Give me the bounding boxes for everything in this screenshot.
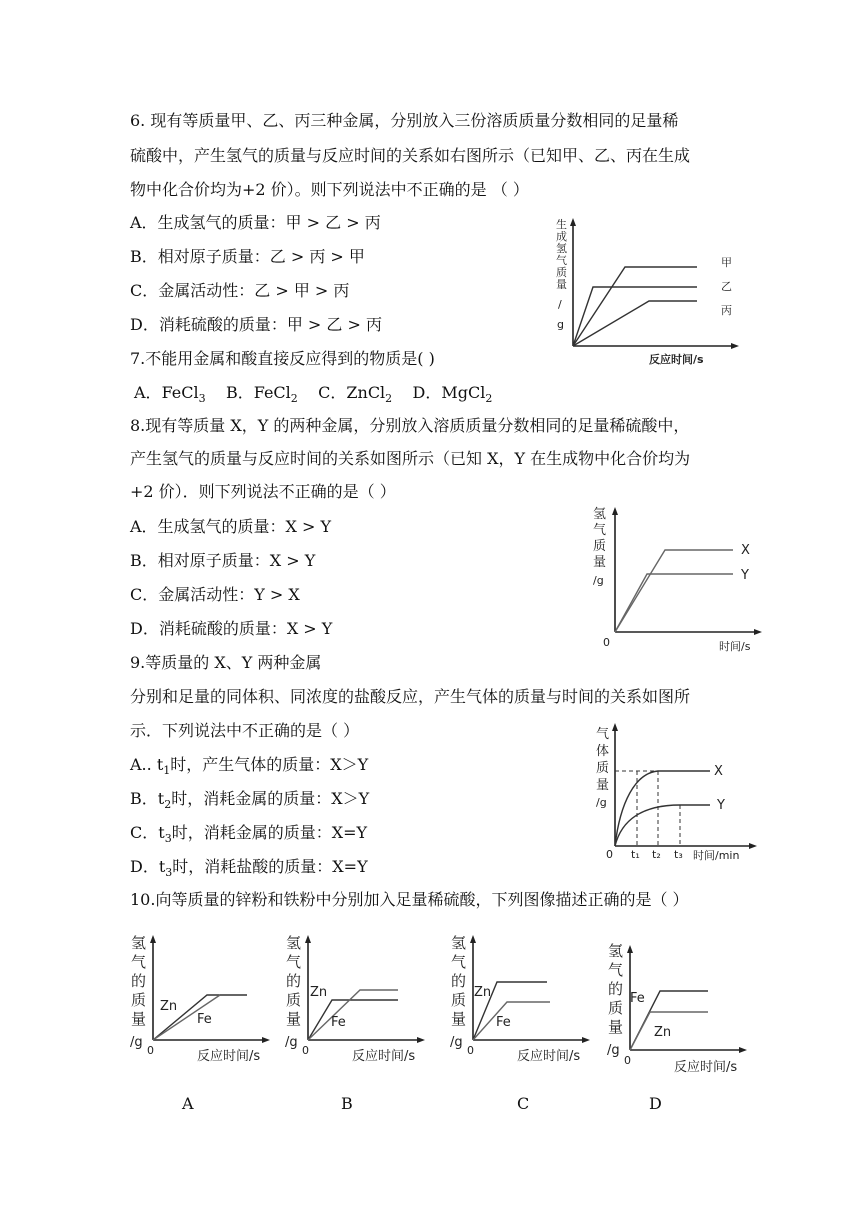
q9-t1: t₁ xyxy=(631,848,640,861)
q8-stem-line2: 产生氢气的质量与反应时间的关系如图所示（已知 X，Y 在生成物中化合价均为 xyxy=(130,449,691,468)
q6-stem-line2: 硫酸中，产生氢气的质量与反应时间的关系如右图所示（已知甲、乙、丙在生成 xyxy=(130,146,691,165)
q6-label-yi: 乙 xyxy=(721,280,732,293)
q6-ylabel-char: g xyxy=(557,318,564,331)
q10-ylabel-char: 量 xyxy=(131,1010,147,1028)
q8-ylabel-char: 氢 xyxy=(593,507,607,522)
q7-stem: 7.不能用金属和酸直接反应得到的物质是( ) xyxy=(130,349,435,368)
q6-option-c: C．金属活动性：乙 > 甲 > 丙 xyxy=(130,281,350,300)
q8-xlabel: 时间/s xyxy=(719,640,751,653)
q7-option-a: A．FeCl$_3$ xyxy=(134,383,206,406)
q9-ylabel-char: 气 xyxy=(596,727,610,742)
q6-ylabel-char: 生 xyxy=(556,218,567,231)
q8-curve-x xyxy=(615,550,733,632)
q9-curve-y xyxy=(615,805,710,846)
q8-x-arrow xyxy=(754,629,762,635)
q10-graph-a xyxy=(125,930,275,1070)
q9-option-a: A.. $t_1$时，产生气体的质量：X＞Y xyxy=(130,755,369,778)
q10-ylabel-char: 质 xyxy=(286,991,302,1009)
q10-a-xlabel: 反应时间/s xyxy=(197,1049,261,1064)
q6-curve-jia xyxy=(573,267,697,346)
q10-c-label-fe: Fe xyxy=(496,1015,511,1030)
q8-ylabel-char: /g xyxy=(593,574,604,587)
q10-a-label-zn: Zn xyxy=(160,999,178,1014)
q8-origin: 0 xyxy=(603,636,610,649)
q9-origin: 0 xyxy=(606,848,613,861)
q8-stem-line1: 8.现有等质量 X，Y 的两种金属，分别放入溶质质量分数相同的足量稀硫酸中， xyxy=(130,416,690,435)
q10-c-origin: 0 xyxy=(467,1044,474,1057)
q10-ylabel-char: 质 xyxy=(608,999,624,1017)
q6-xlabel: 反应时间/s xyxy=(649,353,704,366)
q10-ylabel-char: 氢 xyxy=(451,934,467,952)
q10-b-origin: 0 xyxy=(302,1044,309,1057)
q8-option-c: C．金属活动性：Y > X xyxy=(130,585,300,604)
q10-b-xlabel: 反应时间/s xyxy=(352,1049,416,1064)
q10-graph-c xyxy=(445,930,595,1070)
q6-stem-line3: 物中化合价均为+2 价）。则下列说法中不正确的是 （ ） xyxy=(130,180,529,199)
q10-c-y-arrow xyxy=(470,935,476,943)
q10-ylabel-char: /g xyxy=(450,1035,463,1050)
q9-t2: t₂ xyxy=(652,848,661,861)
q9-stem-line1: 9.等质量的 X、Y 两种金属 xyxy=(130,653,322,672)
q9-xlabel: 时间/min xyxy=(693,849,740,862)
q10-ylabel-char: 气 xyxy=(286,953,302,971)
q10-graph-b xyxy=(280,930,430,1070)
q10-ylabel-char: 氢 xyxy=(608,942,624,960)
q9-x-arrow xyxy=(749,843,757,849)
q9-label-x: X xyxy=(714,764,723,779)
q6-ylabel-char: / xyxy=(558,298,562,311)
q9-curve-x xyxy=(615,771,710,846)
q10-c-curve-fe xyxy=(473,1002,550,1040)
q8-ylabel-char: 质 xyxy=(593,539,607,554)
q10-ylabel-char: 氢 xyxy=(131,934,147,952)
q10-c-xlabel: 反应时间/s xyxy=(517,1049,581,1064)
q9-ylabel-char: /g xyxy=(596,796,607,809)
q10-ylabel-char: 气 xyxy=(131,953,147,971)
q10-choice-b: B xyxy=(341,1094,353,1113)
q9-y-arrow xyxy=(612,723,618,731)
q10-ylabel-char: 的 xyxy=(286,972,302,990)
q8-ylabel-char: 量 xyxy=(593,555,607,570)
q10-ylabel-char: 氢 xyxy=(286,934,302,952)
q10-ylabel-char: 气 xyxy=(451,953,467,971)
q10-b-x-arrow xyxy=(417,1037,425,1043)
q10-c-label-zn: Zn xyxy=(474,985,492,1000)
q9-stem-line3: 示．下列说法中不正确的是（ ） xyxy=(130,721,360,740)
q6-option-a: A．生成氢气的质量：甲 > 乙 > 丙 xyxy=(130,213,381,232)
q10-b-y-arrow xyxy=(305,935,311,943)
q6-x-arrow xyxy=(731,343,739,349)
q6-ylabel-char: 量 xyxy=(556,278,567,291)
q6-ylabel-char: 氢 xyxy=(556,242,567,255)
q10-b-label-zn: Zn xyxy=(310,985,328,1000)
q10-ylabel-char: 质 xyxy=(131,991,147,1009)
q10-c-x-arrow xyxy=(582,1037,590,1043)
q9-ylabel-char: 量 xyxy=(596,778,610,793)
q10-a-y-arrow xyxy=(150,935,156,943)
q10-b-label-fe: Fe xyxy=(331,1015,346,1030)
q10-ylabel-char: 量 xyxy=(451,1010,467,1028)
q10-graph-d xyxy=(600,938,755,1078)
q10-ylabel-char: 量 xyxy=(286,1010,302,1028)
q10-a-x-arrow xyxy=(262,1037,270,1043)
q8-figure xyxy=(585,500,770,655)
q9-option-b: B．$t_2$时，消耗金属的质量：X＞Y xyxy=(130,789,370,812)
q10-ylabel-char: 的 xyxy=(451,972,467,990)
q8-option-a: A．生成氢气的质量：X > Y xyxy=(130,517,332,536)
q10-a-origin: 0 xyxy=(147,1044,154,1057)
q10-choice-c: C xyxy=(517,1094,530,1113)
q8-ylabel-char: 气 xyxy=(593,523,607,538)
q9-stem-line2: 分别和足量的同体积、同浓度的盐酸反应，产生气体的质量与时间的关系如图所 xyxy=(130,687,691,706)
q10-d-label-fe: Fe xyxy=(630,991,645,1006)
q7-options xyxy=(134,383,492,409)
q7-option-c: C．ZnCl$_2$ xyxy=(318,383,393,406)
q6-label-jia: 甲 xyxy=(721,256,732,269)
q6-ylabel xyxy=(556,217,567,331)
q6-curve-bing xyxy=(573,301,697,346)
q9-t3: t₃ xyxy=(674,848,683,861)
q6-ylabel-char: 气 xyxy=(556,254,567,267)
q6-y-arrow xyxy=(570,218,576,226)
q10-d-x-arrow xyxy=(739,1047,747,1053)
q7-option-b: B．FeCl$_2$ xyxy=(225,383,298,406)
q10-ylabel-char: 气 xyxy=(608,961,624,979)
q6-option-b: B．相对原子质量：乙 > 丙 > 甲 xyxy=(130,247,365,266)
q9-ylabel-char: 质 xyxy=(596,761,610,776)
q9-label-y: Y xyxy=(717,798,725,813)
q6-figure xyxy=(545,210,745,370)
q10-ylabel-char: /g xyxy=(607,1043,620,1058)
q8-label-x: X xyxy=(741,543,750,558)
q8-option-b: B．相对原子质量：X > Y xyxy=(130,551,316,570)
q7-option-d: D．MgCl$_2$ xyxy=(412,383,493,406)
q9-option-c: C．$t_3$时，消耗金属的质量：X=Y xyxy=(130,823,368,846)
q10-a-label-fe: Fe xyxy=(197,1012,212,1027)
q10-ylabel-char: 的 xyxy=(608,980,624,998)
q10-d-xlabel: 反应时间/s xyxy=(674,1060,738,1075)
q10-d-label-zn: Zn xyxy=(654,1025,672,1040)
q10-ylabel-char: 质 xyxy=(451,991,467,1009)
q6-option-d: D．消耗硫酸的质量：甲 > 乙 > 丙 xyxy=(130,315,382,334)
q10-choice-a: A xyxy=(182,1094,194,1113)
q10-b-curve-zn xyxy=(308,1000,398,1040)
q6-stem-line1: 6. 现有等质量甲、乙、丙三种金属，分别放入三份溶质质量分数相同的足量稀 xyxy=(130,111,679,130)
q9-figure xyxy=(590,718,765,866)
q10-ylabel-char: 的 xyxy=(131,972,147,990)
q9-ylabel-char: 体 xyxy=(596,744,610,759)
q6-label-bing: 丙 xyxy=(721,304,732,317)
q6-ylabel-char: 质 xyxy=(556,266,567,279)
q8-label-y: Y xyxy=(741,568,749,583)
q10-ylabel-char: /g xyxy=(285,1035,298,1050)
q9-option-d: D．$t_3$时，消耗盐酸的质量：X=Y xyxy=(130,857,368,880)
q8-option-d: D．消耗硫酸的质量：X > Y xyxy=(130,619,333,638)
q6-ylabel-char: 成 xyxy=(556,230,567,243)
q10-stem: 10.向等质量的锌粉和铁粉中分别加入足量稀硫酸，下列图像描述正确的是（ ） xyxy=(130,890,689,909)
q8-y-arrow xyxy=(612,507,618,515)
q10-d-y-arrow xyxy=(627,945,633,953)
q10-d-origin: 0 xyxy=(624,1054,631,1067)
q10-ylabel-char: /g xyxy=(130,1035,143,1050)
q8-stem-line3: +2 价）．则下列说法不正确的是（ ） xyxy=(130,482,396,501)
q10-choice-d: D xyxy=(649,1094,662,1113)
q10-ylabel-char: 量 xyxy=(608,1018,624,1036)
